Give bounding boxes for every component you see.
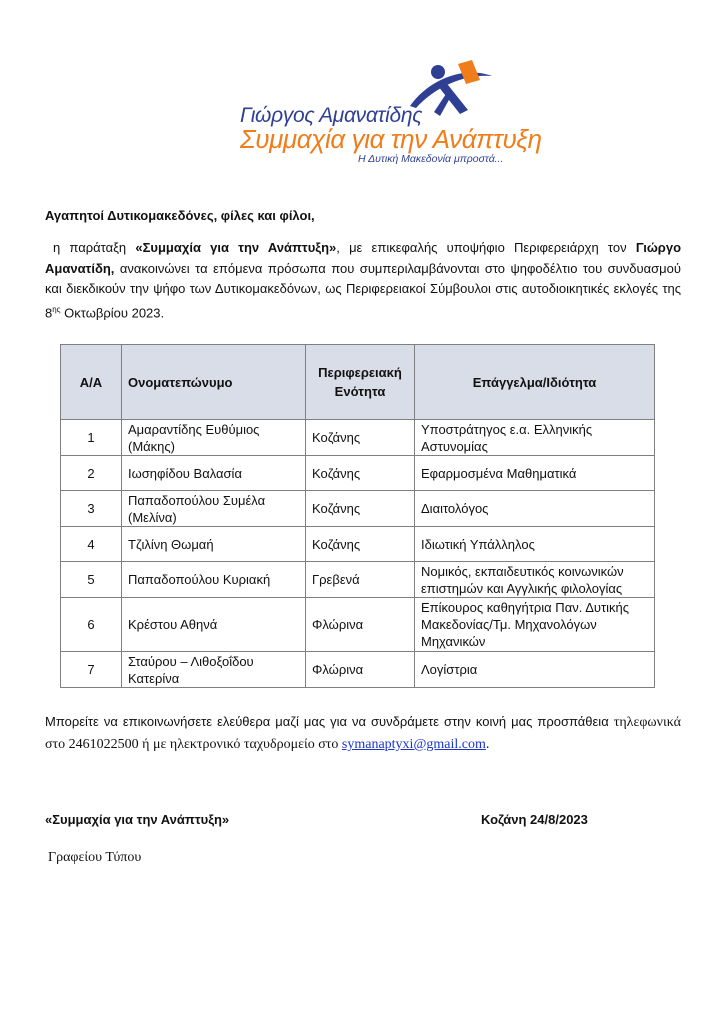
cell-aa: 1 [61, 420, 122, 456]
cell-name: Τζιλίνη Θωμαή [122, 527, 306, 562]
cell-region: Φλώρινα [306, 598, 415, 652]
cell-occupation: Εφαρμοσμένα Μαθηματικά [415, 456, 655, 491]
candidates-table [60, 344, 655, 688]
cell-name: Ιωσηφίδου Βαλασία [122, 456, 306, 491]
contact-text-1: Μπορείτε να επικοινωνήσετε ελεύθερα μαζί μας για να συνδράμετε στην κοινή μας προσπάθεια [45, 714, 614, 729]
cell-occupation: Διαιτολόγος [415, 491, 655, 527]
cell-occupation: Υποστράτηγος ε.α. Ελληνικής Αστυνομίας [415, 420, 655, 456]
cell-name: Σταύρου – Λιθοξοΐδου Κατερίνα [122, 652, 306, 688]
table-row [61, 420, 655, 456]
contact-text-3: . [485, 737, 490, 752]
logo-slogan: Συμμαχία για την Ανάπτυξη [240, 124, 542, 154]
cell-name: Κρέστου Αθηνά [122, 598, 306, 652]
table-row [61, 598, 655, 652]
header-region: Περιφερειακή Ενότητα [306, 345, 415, 420]
cell-region: Κοζάνης [306, 456, 415, 491]
table-header-row [61, 345, 655, 420]
table-row [61, 562, 655, 598]
cell-occupation: Ιδιωτική Υπάλληλος [415, 527, 655, 562]
cell-aa: 2 [61, 456, 122, 491]
cell-region: Κοζάνης [306, 491, 415, 527]
cell-occupation: Επίκουρος καθηγήτρια Παν. Δυτικής Μακεδονίας/Τμ. Μηχανολόγων Μηχανικών [415, 598, 655, 652]
table-row [61, 527, 655, 562]
email-link[interactable]: symanaptyxi@gmail.com [341, 737, 486, 752]
party-name: «Συμμαχία για την Ανάπτυξη» [135, 240, 337, 255]
logo-name: Γιώργος Αμανατίδης [240, 104, 423, 127]
party-logo [240, 58, 542, 173]
table-row [61, 456, 655, 491]
running-figure-icon [410, 58, 495, 118]
cell-name: Παπαδοπούλου Κυριακή [122, 562, 306, 598]
table-row [61, 491, 655, 527]
cell-aa: 4 [61, 527, 122, 562]
ordinal-suffix: ης [52, 304, 61, 314]
intro-text-3: ανακοινώνει τα επόμενα πρόσωπα που συμπεριλαμβάνονται στο ψηφοδέλτιο του συνδυασμού και διεκδικούν την ψήφο των Δυτικομακεδόνων, ως Περιφερειακοί Σύμβουλοι στις αυτοδιοικητικές εκλογές της 8 [45, 260, 681, 320]
header-name: Ονοματεπώνυμο [122, 345, 306, 420]
intro-text-2: , με επικεφαλής υποψήφιο Περιφερειάρχη τον [336, 240, 636, 255]
signature-place-date: Κοζάνη 24/8/2023 [481, 812, 588, 827]
cell-name: Αμαραντίδης Ευθύμιος (Μάκης) [122, 420, 306, 456]
intro-text-4: Οκτωβρίου 2023. [60, 304, 165, 320]
press-office: Γραφείου Τύπου [48, 850, 142, 865]
cell-occupation: Λογίστρια [415, 652, 655, 688]
cell-region: Κοζάνης [306, 527, 415, 562]
cell-aa: 3 [61, 491, 122, 527]
header-aa: Α/Α [61, 345, 122, 420]
cell-region: Κοζάνης [306, 420, 415, 456]
cell-aa: 7 [61, 652, 122, 688]
intro-paragraph [45, 238, 681, 323]
cell-region: Φλώρινα [306, 652, 415, 688]
cell-aa: 5 [61, 562, 122, 598]
cell-occupation: Νομικός, εκπαιδευτικός κοινωνικών επιστημών και Αγγλικής φιλολογίας [415, 562, 655, 598]
cell-region: Γρεβενά [306, 562, 415, 598]
greeting: Αγαπητοί Δυτικομακεδόνες, φίλες και φίλοι, [45, 208, 315, 223]
cell-name: Παπαδοπούλου Συμέλα (Μελίνα) [122, 491, 306, 527]
leader-name: Γιώργο Αμανατίδη, [45, 240, 682, 276]
intro-text-1: η παράταξη [53, 240, 136, 255]
cell-aa: 6 [61, 598, 122, 652]
contact-text-2: τηλεφωνικά στο 2461022500 ή με ηλεκτρονικό ταχυδρομείο στο [45, 715, 681, 752]
header-occupation: Επάγγελμα/Ιδιότητα [415, 345, 655, 420]
contact-paragraph [45, 711, 681, 755]
table-row [61, 652, 655, 688]
logo-tagline: Η Δυτική Μακεδονία μπροστά... [358, 153, 504, 165]
signature-party: «Συμμαχία για την Ανάπτυξη» [45, 812, 230, 827]
